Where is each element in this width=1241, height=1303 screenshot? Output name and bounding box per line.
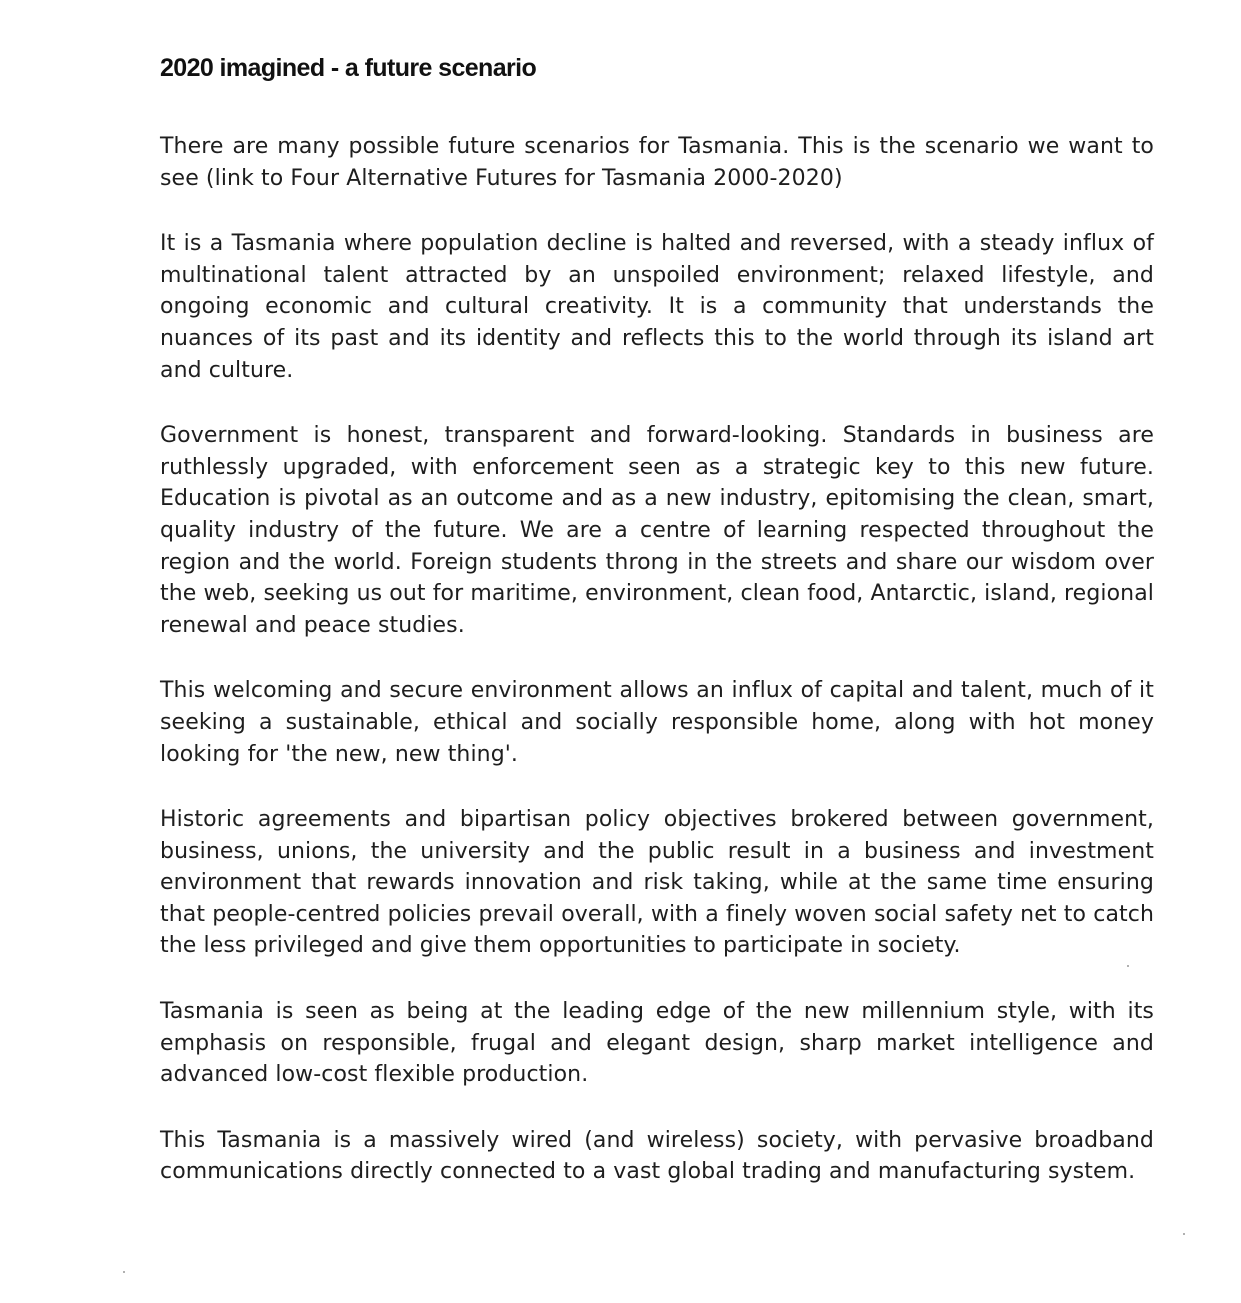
scan-speck [1127, 965, 1129, 967]
paragraph-design: Tasmania is seen as being at the leading edge of the new millennium style, with its emphasis on responsible, frugal and elegant design, sharp market intelligence and advanced low-cost flexible production. [160, 999, 1154, 1088]
paragraph-broadband: This Tasmania is a massively wired (and wireless) society, with pervasive broadband communications directly connected to a vast global trading and manufacturing system. [160, 1127, 1154, 1185]
paragraph-capital: This welcoming and secure environment allows an influx of capital and talent, much of it seeking a sustainable, ethical and socially responsible home, along with hot money looking for 'the new, new thing'. [160, 678, 1154, 767]
document-title: 2020 imagined - a future scenario [160, 54, 537, 82]
paragraph-government: Government is honest, transparent and forward-looking. Standards in business are ruthlessly upgraded, with enforcement seen as a strategic key to this new future. Education is pivotal as an outcome and as a new industry, epitomising the clean, smart, quality industry of the future. We are a centre of learning respected throughout the region and the world. Foreign students throng in the streets and share our wisdom over the web, seeking us out for maritime, environment, clean food, Antarctic, island, regional renewal and peace studies. [160, 423, 1154, 638]
scan-speck [123, 1271, 125, 1273]
document-page [160, 52, 1154, 1188]
scan-speck [1183, 1233, 1185, 1235]
paragraph-intro: There are many possible future scenarios for Tasmania. This is the scenario we want to see (link to Four Alternative Futures for Tasmania 2000-2020) [160, 134, 1154, 191]
paragraph-population: It is a Tasmania where population decline is halted and reversed, with a steady influx of multinational talent attracted by an unspoiled environment; relaxed lifestyle, and ongoing economic and cultural creativity. It is a community that understands the nuances of its past and its identity and reflects this to the world through its island art and culture. [160, 231, 1154, 383]
paragraph-agreements: Historic agreements and bipartisan policy objectives brokered between government, business, unions, the university and the public result in a business and investment environment that rewards innovation and risk taking, while at the same time ensuring that people-centred policies prevail overall, with a finely woven social safety net to catch the less privileged and give them opportunities to participate in society. [160, 807, 1154, 959]
